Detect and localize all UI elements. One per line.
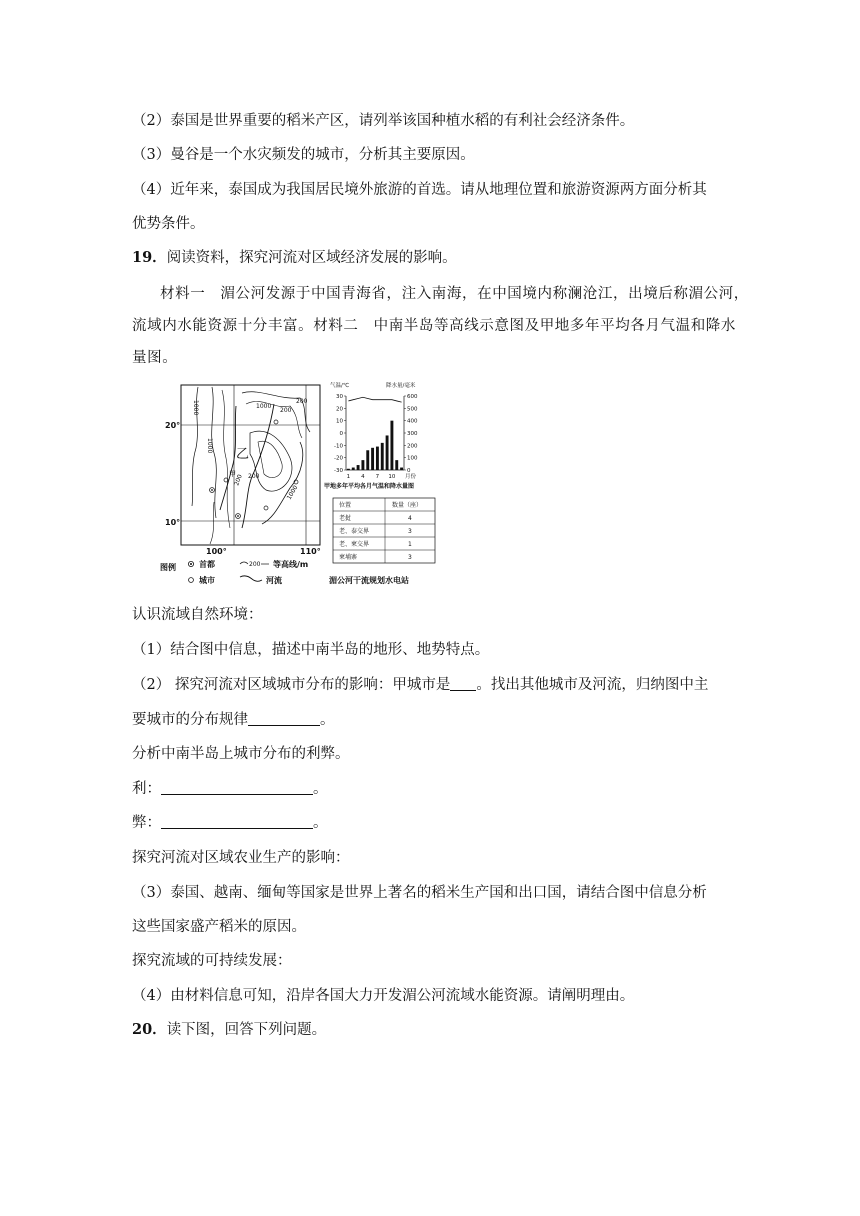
q19-3-line1: （3）泰国、越南、缅甸等国家是世界上著名的稻米生产国和出口国，请结合图中信息分析	[132, 885, 707, 901]
q19-2-text: （2） 探究河流对区域城市分布的影响：甲城市是	[132, 677, 451, 693]
hydropower-table	[328, 498, 435, 585]
answer-blank[interactable]	[161, 779, 313, 795]
precipitation-bar	[352, 468, 355, 470]
temperature-tick-label: -30	[334, 468, 343, 474]
q19-2-text: 。	[320, 712, 335, 728]
question-number: 19．	[132, 249, 167, 266]
right-axis-title: 降水量/毫米	[386, 383, 416, 389]
table-cell: 老挝	[339, 515, 352, 522]
legend-title: 图例	[160, 563, 176, 572]
precipitation-tick-label: 300	[407, 431, 418, 437]
section-pros-cons: 分析中南半岛上城市分布的利弊。	[132, 746, 350, 762]
answer-blank[interactable]	[450, 675, 476, 691]
table-cell: 3	[408, 554, 412, 561]
latitude-20: 20°	[165, 421, 181, 430]
table-cell: 柬埔寨	[339, 554, 358, 561]
capital-dot	[190, 563, 192, 565]
x-axis-unit: 月份	[405, 474, 417, 480]
legend	[160, 559, 308, 585]
chart-caption: 甲地多年平均各月气温和降水量图	[324, 483, 415, 490]
q19-2-line2	[132, 710, 335, 730]
precipitation-bar	[366, 450, 369, 470]
question-number: 20．	[132, 1021, 167, 1038]
longitude-100: 100°	[206, 547, 227, 556]
precipitation-bar	[400, 468, 403, 470]
table-cell: 3	[408, 528, 412, 535]
precipitation-bar	[390, 421, 393, 470]
longitude-110: 110°	[300, 547, 321, 556]
month-tick-label: 4	[361, 474, 365, 480]
city-icon	[189, 578, 194, 583]
precipitation-bar	[381, 443, 384, 470]
contour-label: 1000	[256, 403, 272, 410]
contour-label: 200	[248, 473, 260, 480]
precipitation-bar	[371, 448, 374, 470]
answer-blank[interactable]	[161, 813, 313, 829]
legend-capital: 首都	[199, 560, 215, 569]
month-tick-label: 1	[346, 474, 351, 480]
temperature-tick-label: 0	[339, 431, 343, 437]
contour-label: 200	[280, 407, 292, 414]
precipitation-bar	[347, 469, 350, 470]
contour-label: 200	[296, 398, 308, 405]
q19-4: （4）由材料信息可知，沿岸各国大力开发湄公河流域水能资源。请阐明理由。	[132, 988, 635, 1004]
q18-3: （3）曼谷是一个水灾频发的城市，分析其主要原因。	[132, 147, 475, 163]
q19-1: （1）结合图中信息，描述中南半岛的地形、地势特点。	[132, 642, 490, 658]
legend-contour-value: 200	[249, 561, 261, 568]
contour-map	[181, 385, 320, 545]
table-cell: 4	[408, 515, 412, 522]
month-tick-label: 7	[375, 474, 380, 480]
precipitation-tick-label: 600	[407, 394, 418, 400]
pros-label: 利：	[132, 781, 161, 797]
precipitation-bar	[386, 435, 389, 470]
river-icon	[240, 576, 262, 581]
left-axis-title: 气温/℃	[330, 383, 350, 389]
material-line2: 流域内水能资源十分丰富。材料二 中南半岛等高线示意图及甲地多年平均各月气温和降水	[132, 318, 736, 334]
q19-2-text: 。找出其他城市及河流，归纳图中主	[476, 677, 709, 693]
q19-2-line1	[132, 675, 708, 695]
temperature-tick-label: -10	[334, 443, 343, 450]
precipitation-bar	[376, 447, 379, 470]
q19-3-line2: 这些国家盛产稻米的原因。	[132, 919, 306, 935]
contour-label: 1000	[192, 400, 199, 416]
precipitation-tick-label: 0	[407, 468, 411, 474]
legend-contour: 等高线/m	[273, 560, 309, 569]
temperature-tick-label: 20	[336, 406, 343, 413]
q18-4-line2: 优势条件。	[132, 216, 205, 232]
precipitation-tick-label: 400	[407, 418, 418, 425]
cons-end: 。	[313, 815, 328, 831]
precipitation-tick-label: 200	[407, 443, 418, 450]
pros-line	[132, 779, 328, 799]
precipitation-tick-label: 100	[407, 455, 418, 462]
pros-end: 。	[313, 781, 328, 797]
question-19	[132, 248, 457, 268]
temperature-tick-label: 10	[336, 418, 343, 425]
q19-2-text: 要城市的分布规律	[132, 712, 248, 728]
precipitation-bar	[361, 460, 364, 470]
precipitation-tick-label: 500	[407, 406, 418, 413]
climate-chart	[324, 381, 418, 490]
contour-label: 1000	[285, 484, 300, 501]
cons-label: 弊：	[132, 815, 161, 831]
table-cell: 老、柬交界	[339, 541, 370, 548]
section-natural-environment: 认识流域自然环境：	[132, 607, 263, 623]
material-line3: 量图。	[132, 350, 178, 366]
precipitation-bar	[395, 460, 398, 470]
question-title: 读下图，回答下列问题。	[166, 1022, 327, 1038]
table-cell: 老、泰交界	[339, 528, 370, 535]
question-title: 阅读资料，探究河流对区域经济发展的影响。	[166, 250, 457, 266]
temperature-tick-label: -20	[334, 455, 343, 462]
place-yi: 乙	[236, 447, 250, 462]
legend-city: 城市	[199, 576, 215, 585]
q18-2: （2）泰国是世界重要的稻米产区，请列举该国种植水稻的有利社会经济条件。	[132, 113, 635, 129]
cons-line	[132, 813, 328, 833]
precipitation-bar	[357, 465, 360, 470]
table-header: 位置	[339, 502, 352, 509]
contour-label: 1000	[206, 438, 213, 454]
question-20	[132, 1020, 326, 1040]
month-tick-label: 10	[388, 474, 396, 480]
answer-blank[interactable]	[248, 710, 320, 726]
contour-label: 200	[233, 473, 244, 487]
legend-river: 河流	[266, 576, 282, 585]
temperature-line	[348, 397, 401, 402]
table-cell: 1	[408, 541, 412, 548]
table-caption: 湄公河干流规划水电站	[329, 576, 409, 585]
table-header: 数量（座）	[392, 502, 423, 509]
latitude-10: 10°	[165, 518, 181, 527]
section-sustainable: 探究流域的可持续发展：	[132, 953, 292, 969]
section-agriculture: 探究河流对区域农业生产的影响：	[132, 850, 350, 866]
material-line1: 材料一 湄公河发源于中国青海省，注入南海，在中国境内称澜沧江，出境后称湄公河，	[160, 286, 749, 302]
place-jia: 甲	[229, 470, 236, 478]
q18-4-line1: （4）近年来，泰国成为我国居民境外旅游的首选。请从地理位置和旅游资源两方面分析其	[132, 182, 707, 198]
temperature-tick-label: 30	[336, 394, 343, 400]
contour-line-icon	[240, 562, 248, 564]
figure	[150, 378, 450, 588]
